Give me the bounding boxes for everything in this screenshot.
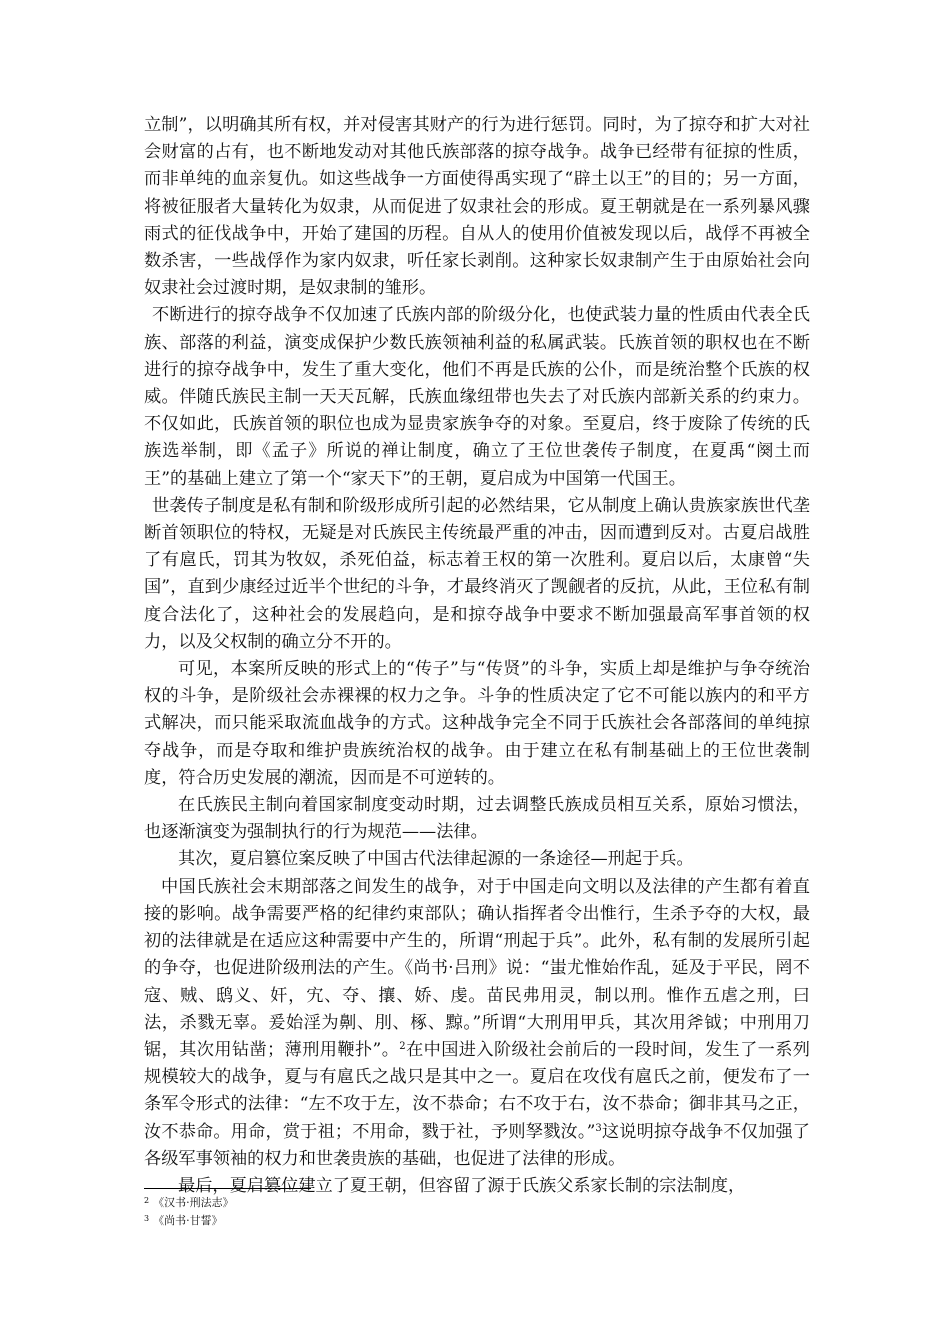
- paragraph-4: 可见，本案所反映的形式上的“传子”与“传贤”的斗争，实质上却是维护与争夺统治权的斗争，是阶级社会赤裸裸的权力之争。斗争的性质决定了它不可能以族内的和平方式解决，而只能采取流血战争的方式。这种战争完全不同于氏族社会各部落间的单纯掠夺战争，而是夺取和维护贵族统治权的战争。由于建立在私有制基础上的王位世袭制度，符合历史发展的潮流，因而是不可逆转的。: [144, 659, 810, 788]
- paragraph-3: 世袭传子制度是私有制和阶级形成所引起的必然结果，它从制度上确认贵族家族世代垄断首领职位的特权，无疑是对氏族民主传统最严重的冲击，因而遭到反对。古夏启战胜了有扈氏，罚其为牧奴，杀死伯益，标志着王权的第一次胜利。夏启以后，太康曾“失国”，直到少康经过近半个世纪的斗争，才最终消灭了觊觎者的反抗，从此，王位私有制度合法化了，这种社会的发展趋向，是和掠夺战争中要求不断加强最高军事首领的权力，以及父权制的确立分不开的。: [144, 495, 810, 652]
- paragraph-7-text-b: 在中国进入阶级社会前后的一段时间，发生了一系列规模较大的战争，夏与有扈氏之战只是其中之一。夏启在攻伐有扈氏之前，便发布了一条军令形式的法律：“左不攻于左，汝不恭命；右不攻于右，汝不恭命；御非其马之正，汝不恭命。用命，赏于祖；不用命，戮于社，予则孥戮汝。”: [144, 1039, 810, 1142]
- paragraph-7: [144, 874, 810, 1173]
- footnote-2-mark: 2: [144, 1196, 150, 1205]
- footnote-2: [144, 1193, 544, 1211]
- footnotes: [144, 1193, 544, 1229]
- body-text: [144, 112, 810, 1200]
- footnote-ref-3: 3: [595, 1122, 602, 1134]
- footnote-3-text: 《尚书·甘誓》: [153, 1214, 223, 1227]
- paragraph-6: 其次，夏启篡位案反映了中国古代法律起源的一条途径—刑起于兵。: [178, 849, 694, 870]
- paragraph-7-text-a: 中国氏族社会末期部落之间发生的战争，对于中国走向文明以及法律的产生都有着直接的影响。战争需要严格的纪律约束部队；确认指挥者令出惟行，生杀予夺的大权，最初的法律就是在适应这种需要中产生的，所谓“刑起于兵”。此外，私有制的发展所引起的争夺，也促进阶级刑法的产生。《尚书·吕刑》说：“蚩尤惟始作乱，延及于平民，罔不寇、贼、鸱义、奸，宄、夺、攘、娇、虔。苗民弗用灵，制以刑。惟作五虐之刑，曰法，杀戮无辜。爰始淫为劓、刖、椓、黥。”所谓“大刑用甲兵，其次用斧钺；中刑用刀锯，其次用钻凿；薄刑用鞭扑”。: [144, 876, 810, 1060]
- paragraph-5: 在氏族民主制向着国家制度变动时期，过去调整氏族成员相互关系，原始习惯法，也逐渐演变为强制执行的行为规范——法律。: [144, 795, 810, 843]
- footnote-ref-2: 2: [399, 1040, 406, 1052]
- paragraph-8: 最后，夏启篡位建立了夏王朝，但容留了源于氏族父系家长制的宗法制度，: [178, 1175, 746, 1196]
- footnote-3: [144, 1211, 544, 1229]
- footnote-3-mark: 3: [144, 1214, 150, 1223]
- paragraph-2: 不断进行的掠夺战争不仅加速了氏族内部的阶级分化，也使武装力量的性质由代表全氏族、部落的利益，演变成保护少数氏族领袖利益的私属武装。氏族首领的职权也在不断进行的掠夺战争中，发生了重大变化，他们不再是氏族的公仆，而是统治整个氏族的权威。伴随氏族民主制一天天瓦解，氏族血缘纽带也失去了对氏族内部新关系的约束力。不仅如此，氏族首领的职位也成为显贵家族争夺的对象。至夏启，终于废除了传统的氏族选举制，即《孟子》所说的禅让制度，确立了王位世袭传子制度，在夏禹“阕土而王”的基础上建立了第一个“家天下”的王朝，夏启成为中国第一代国王。: [144, 305, 810, 489]
- footnote-separator: [144, 1188, 311, 1189]
- paragraph-7-text-c: 这说明掠夺战争不仅加强了各级军事领袖的权力和世袭贵族的基础，也促进了法律的形成。: [144, 1121, 810, 1169]
- paragraph-1: 立制”，以明确其所有权，并对侵害其财产的行为进行惩罚。同时，为了掠夺和扩大对社会财富的占有，也不断地发动对其他氏族部落的掠夺战争。战争已经带有征掠的性质，而非单纯的血亲复仇。如这些战争一方面使得禹实现了“辟土以王”的目的；另一方面，将被征服者大量转化为奴隶，从而促进了奴隶社会的形成。夏王朝就是在一系列暴风骤雨式的征伐战争中，开始了建国的历程。自从人的使用价值被发现以后，战俘不再被全数杀害，一些战俘作为家内奴隶，听任家长剥削。这种家长奴隶制产生于由原始社会向奴隶社会过渡时期，是奴隶制的雏形。: [144, 115, 810, 299]
- footnote-2-text: 《汉书·刑法志》: [153, 1196, 234, 1209]
